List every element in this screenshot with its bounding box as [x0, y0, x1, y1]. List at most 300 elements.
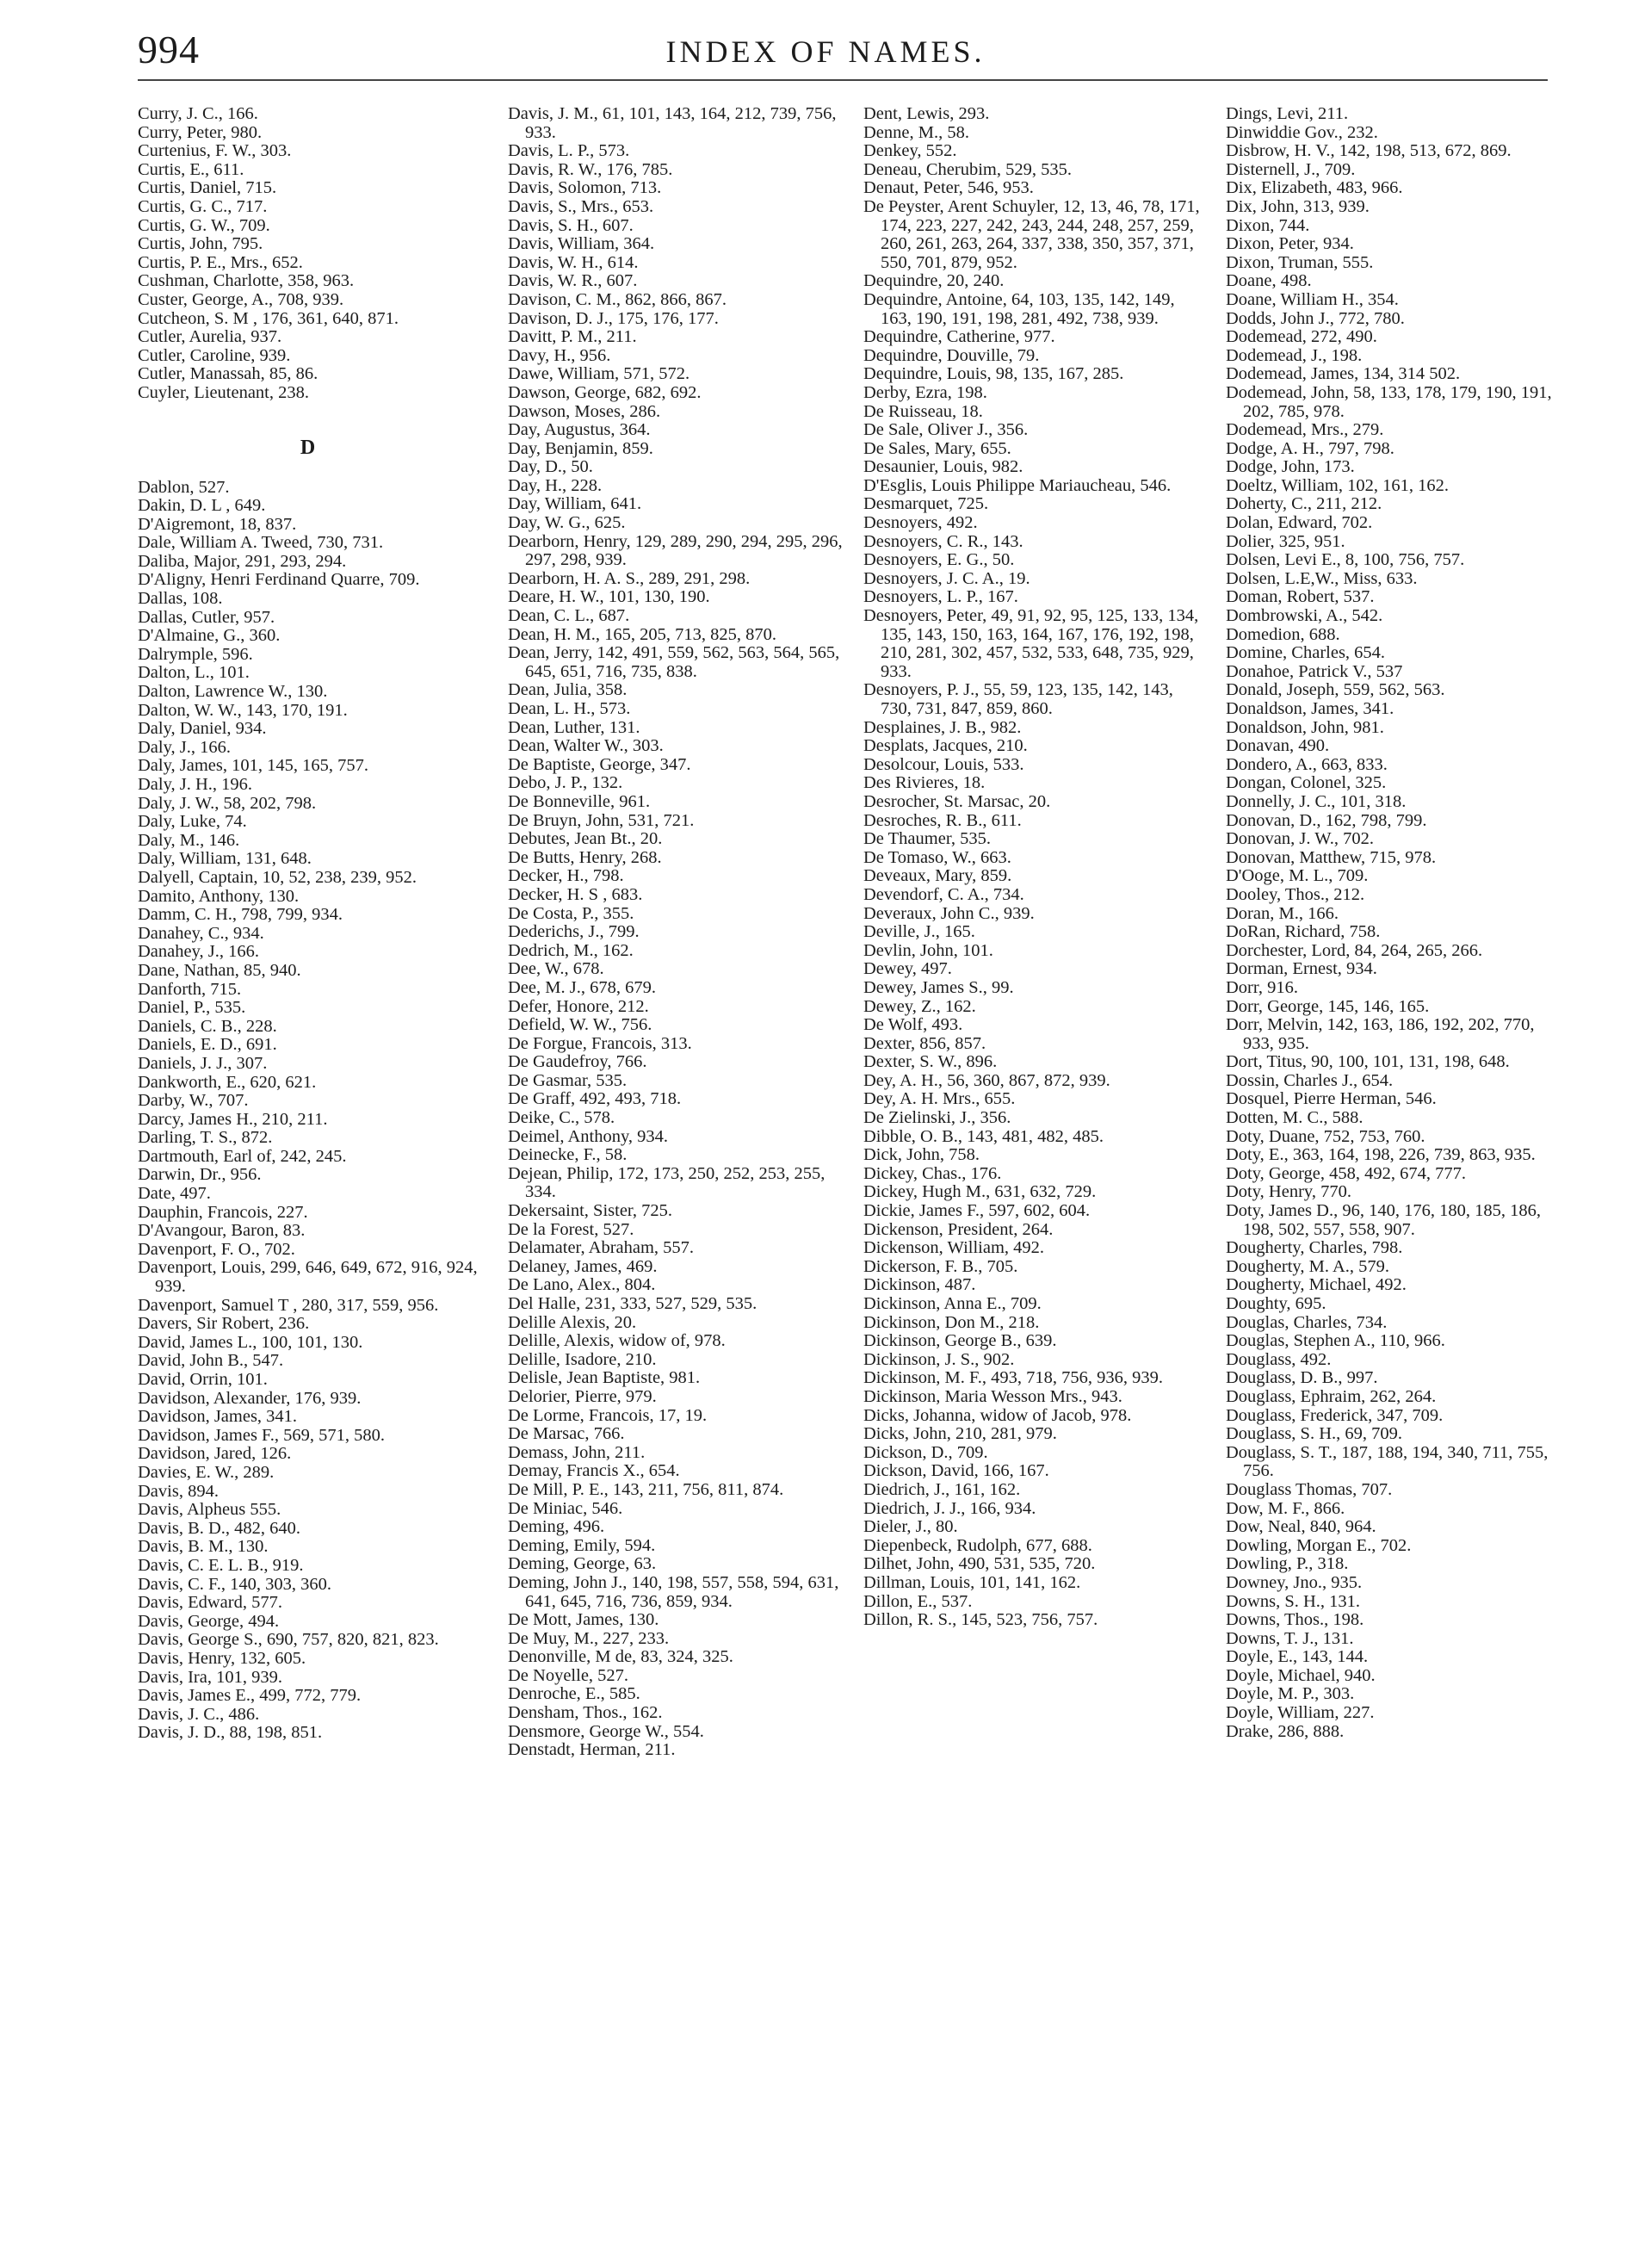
index-entry: Dequindre, Antoine, 64, 103, 135, 142, 149, 163, 190, 191, 198, 281, 492, 738, 939. [863, 289, 1175, 328]
index-entry: Dickson, David, 166, 167. [863, 1461, 1049, 1481]
index-entry: Davison, C. M., 862, 866, 867. [508, 289, 727, 309]
index-entry: Deinecke, F., 58. [508, 1145, 628, 1165]
index-entry: Davis, Solomon, 713. [508, 178, 662, 198]
index-entry: Donovan, D., 162, 798, 799. [1226, 810, 1427, 830]
index-entry: Doherty, C., 211, 212. [1226, 494, 1382, 514]
index-entry: De Tomaso, W., 663. [863, 847, 1011, 867]
index-entry: De Mott, James, 130. [508, 1610, 659, 1630]
index-entry: Dalton, L., 101. [138, 663, 250, 683]
index-entry: Daliba, Major, 291, 293, 294. [138, 551, 347, 571]
index-entry: Deimel, Anthony, 934. [508, 1126, 669, 1146]
index-entry: Davis, B. D., 482, 640. [138, 1518, 301, 1538]
index-entry: De Graff, 492, 493, 718. [508, 1089, 682, 1109]
index-entry: Desnoyers, J. C. A., 19. [863, 568, 1030, 588]
index-entry: Denkey, 552. [863, 141, 957, 161]
index-entry: Dossin, Charles J., 654. [1226, 1070, 1394, 1090]
index-entry: Cutler, Aurelia, 937. [138, 327, 282, 347]
index-entry: Dodemead, 272, 490. [1226, 327, 1377, 347]
index-entry: D'Almaine, G., 360. [138, 626, 281, 646]
index-entry: Daniels, J. J., 307. [138, 1053, 268, 1073]
index-entry: Daniel, P., 535. [138, 998, 246, 1018]
index-entry: Custer, George, A., 708, 939. [138, 289, 344, 309]
index-entry: Davitt, P. M., 211. [508, 327, 637, 347]
index-entry: Desplaines, J. B., 982. [863, 717, 1022, 737]
index-entry: Daly, M., 146. [138, 830, 240, 850]
index-entry: Dewey, Z., 162. [863, 996, 976, 1016]
index-entry: Davis, J. D., 88, 198, 851. [138, 1723, 323, 1743]
index-entry: Donaldson, James, 341. [1226, 699, 1394, 718]
index-entry: Doyle, William, 227. [1226, 1703, 1375, 1723]
index-entry: Daly, William, 131, 648. [138, 849, 312, 869]
entry-list [1226, 105, 1566, 1741]
index-entry: Dean, H. M., 165, 205, 713, 825, 870. [508, 624, 777, 644]
index-entry: Dow, Neal, 840, 964. [1226, 1517, 1376, 1537]
index-entry: Desaunier, Louis, 982. [863, 457, 1023, 477]
index-entry: Decker, H. S , 683. [508, 884, 643, 904]
index-entry: Derby, Ezra, 198. [863, 382, 987, 402]
index-entry: Dale, William A. Tweed, 730, 731. [138, 533, 384, 553]
index-entry: Douglass, Frederick, 347, 709. [1226, 1405, 1444, 1425]
index-entry: Dickson, D., 709. [863, 1442, 988, 1462]
index-entry: Doane, 498. [1226, 271, 1312, 291]
index-entry: Densham, Thos., 162. [508, 1703, 663, 1723]
index-entry: Desnoyers, Peter, 49, 91, 92, 95, 125, 133, 134, 135, 143, 150, 163, 164, 167, 176, 192, 198, 210, 281, 302, 457, 532, 533, 648, 735, 929, 933. [863, 606, 1199, 681]
index-entry: Doty, James D., 96, 140, 176, 180, 185, 186, 198, 502, 557, 558, 907. [1226, 1201, 1541, 1239]
index-entry: Daly, Daniel, 934. [138, 719, 267, 739]
index-entry: Dickinson, Maria Wesson Mrs., 943. [863, 1386, 1122, 1406]
index-entry: Cutcheon, S. M , 176, 361, 640, 871. [138, 308, 399, 328]
index-entry: De Thaumer, 535. [863, 829, 991, 849]
index-entry: Dixon, 744. [1226, 215, 1310, 235]
index-entry: Dolsen, Levi E., 8, 100, 756, 757. [1226, 550, 1465, 570]
index-entry: Dequindre, Catherine, 977. [863, 327, 1055, 347]
index-entry: Doty, E., 363, 164, 198, 226, 739, 863, 935. [1226, 1145, 1536, 1165]
index-entry: Danforth, 715. [138, 979, 242, 999]
index-entry: Dexter, S. W., 896. [863, 1052, 998, 1072]
index-entry: Douglass, S. H., 69, 709. [1226, 1424, 1403, 1444]
index-entry: Desnoyers, P. J., 55, 59, 123, 135, 142, 143, 730, 731, 847, 859, 860. [863, 680, 1173, 718]
index-entry: Debutes, Jean Bt., 20. [508, 829, 663, 849]
index-entry: Dowling, P., 318. [1226, 1554, 1349, 1574]
index-entry: Desrocher, St. Marsac, 20. [863, 791, 1051, 811]
index-entry: Dequindre, Douville, 79. [863, 345, 1040, 365]
index-entry: Davis, James E., 499, 772, 779. [138, 1686, 362, 1706]
index-entry: Dorr, Melvin, 142, 163, 186, 192, 202, 770, 933, 935. [1226, 1015, 1535, 1053]
index-entry: Damito, Anthony, 130. [138, 886, 300, 906]
index-columns [138, 104, 1552, 2249]
index-entry: Dean, Luther, 131. [508, 717, 640, 737]
index-entry: Downs, S. H., 131. [1226, 1591, 1361, 1611]
index-entry: Curry, J. C., 166. [138, 104, 258, 123]
index-entry: Cuyler, Lieutenant, 238. [138, 382, 310, 402]
index-entry: De Baptiste, George, 347. [508, 754, 691, 774]
index-entry: Donald, Joseph, 559, 562, 563. [1226, 680, 1445, 700]
index-entry: Dean, Julia, 358. [508, 680, 628, 700]
index-entry: Darcy, James H., 210, 211. [138, 1109, 328, 1129]
index-entry: Dougherty, Charles, 798. [1226, 1238, 1403, 1258]
index-entry: Doty, Henry, 770. [1226, 1182, 1351, 1202]
index-entry: Donovan, J. W., 702. [1226, 829, 1374, 849]
index-entry: Dalyell, Captain, 10, 52, 238, 239, 952. [138, 867, 417, 887]
entry-list-after-section [138, 479, 478, 1743]
index-entry: Dearborn, H. A. S., 289, 291, 298. [508, 568, 751, 588]
index-entry: Cushman, Charlotte, 358, 963. [138, 271, 355, 291]
index-entry: Defer, Honore, 212. [508, 996, 649, 1016]
index-entry: Davis, Edward, 577. [138, 1593, 282, 1613]
index-entry: Davis, C. E. L. B., 919. [138, 1555, 304, 1575]
index-entry: Denaut, Peter, 546, 953. [863, 178, 1034, 198]
index-entry: De Muy, M., 227, 233. [508, 1628, 670, 1648]
index-entry: Curry, Peter, 980. [138, 122, 263, 142]
index-entry: Dilhet, John, 490, 531, 535, 720. [863, 1554, 1096, 1574]
entry-list [863, 105, 1203, 1630]
index-entry: Deare, H. W., 101, 130, 190. [508, 587, 710, 607]
index-entry: Donahoe, Patrick V., 537 [1226, 661, 1403, 681]
index-entry: Dallas, Cutler, 957. [138, 607, 275, 627]
index-entry: Dodds, John J., 772, 780. [1226, 308, 1405, 328]
index-entry: Downs, T. J., 131. [1226, 1628, 1354, 1648]
index-entry: Desolcour, Louis, 533. [863, 754, 1024, 774]
index-entry: De Sales, Mary, 655. [863, 438, 1011, 458]
index-entry: Davis, Henry, 132, 605. [138, 1648, 306, 1668]
index-entry: Daly, James, 101, 145, 165, 757. [138, 756, 368, 776]
index-entry: Dablon, 527. [138, 477, 230, 497]
index-entry: Cutler, Caroline, 939. [138, 345, 291, 365]
index-entry: Desplats, Jacques, 210. [863, 736, 1028, 756]
index-entry: Davis, B. M., 130. [138, 1537, 269, 1557]
index-entry: Domine, Charles, 654. [1226, 643, 1386, 663]
index-entry: Dickerson, F. B., 705. [863, 1256, 1018, 1276]
index-entry: Dalton, W. W., 143, 170, 191. [138, 700, 348, 720]
index-entry: De Marsac, 766. [508, 1424, 625, 1444]
index-entry: Curtis, G. W., 709. [138, 215, 270, 235]
index-entry: Donaldson, John, 981. [1226, 717, 1384, 737]
index-entry: Demay, Francis X., 654. [508, 1461, 680, 1481]
index-entry: Dodemead, J., 198. [1226, 345, 1363, 365]
index-entry: De Gasmar, 535. [508, 1070, 628, 1090]
index-entry: Dickey, Hugh M., 631, 632, 729. [863, 1182, 1097, 1202]
index-entry: Davison, D. J., 175, 176, 177. [508, 308, 719, 328]
index-entry: Darwin, Dr., 956. [138, 1165, 262, 1185]
index-entry: Diepenbeck, Rudolph, 677, 688. [863, 1535, 1092, 1555]
index-entry: Delille, Isadore, 210. [508, 1349, 657, 1369]
index-entry: Date, 497. [138, 1184, 211, 1204]
index-entry: Davis, J. M., 61, 101, 143, 164, 212, 739, 756, 933. [508, 104, 837, 142]
index-entry: Dee, W., 678. [508, 959, 604, 979]
index-entry: Dickinson, Don M., 218. [863, 1312, 1040, 1332]
index-entry: Dillon, E., 537. [863, 1591, 973, 1611]
index-entry: Dean, C. L., 687. [508, 606, 630, 626]
index-entry: Davenport, F. O., 702. [138, 1239, 295, 1259]
index-entry: Dixon, Truman, 555. [1226, 252, 1374, 272]
index-column-2 [508, 105, 848, 1760]
index-entry: Dicks, Johanna, widow of Jacob, 978. [863, 1405, 1132, 1425]
index-entry: Danahey, J., 166. [138, 942, 259, 962]
index-entry: Dotten, M. C., 588. [1226, 1108, 1363, 1128]
index-entry: Doeltz, William, 102, 161, 162. [1226, 475, 1450, 495]
index-entry: Dodemead, John, 58, 133, 178, 179, 190, 191, 202, 785, 978. [1226, 382, 1552, 421]
index-entry: Dewey, James S., 99. [863, 977, 1014, 997]
index-entry: Dedrich, M., 162. [508, 940, 634, 960]
index-entry: De Bruyn, John, 531, 721. [508, 810, 695, 830]
index-entry: Day, D., 50. [508, 457, 593, 477]
index-entry: Delille Alexis, 20. [508, 1312, 637, 1332]
index-entry: De Mill, P. E., 143, 211, 756, 811, 874. [508, 1479, 784, 1499]
index-entry: Dickenson, William, 492. [863, 1238, 1045, 1258]
index-entry: Densmore, George W., 554. [508, 1721, 704, 1741]
index-column-4 [1226, 105, 1566, 1741]
index-entry: De Butts, Henry, 268. [508, 847, 662, 867]
index-entry: Douglass, 492. [1226, 1349, 1332, 1369]
index-entry: De Wolf, 493. [863, 1015, 963, 1035]
index-entry: Debo, J. P., 132. [508, 773, 623, 793]
index-entry: De la Forest, 527. [508, 1219, 634, 1239]
index-entry: Disbrow, H. V., 142, 198, 513, 672, 869. [1226, 141, 1512, 161]
index-entry: Delisle, Jean Baptiste, 981. [508, 1368, 701, 1388]
index-entry: Dougherty, Michael, 492. [1226, 1275, 1407, 1295]
index-entry: Day, William, 641. [508, 494, 642, 514]
index-entry: Dickenson, President, 264. [863, 1219, 1054, 1239]
index-entry: Devlin, John, 101. [863, 940, 993, 960]
index-entry: Downs, Thos., 198. [1226, 1610, 1364, 1630]
index-entry: Dodemead, Mrs., 279. [1226, 420, 1384, 440]
index-entry: Donnelly, J. C., 101, 318. [1226, 791, 1407, 811]
index-entry: Deming, 496. [508, 1517, 605, 1537]
index-entry: Devendorf, C. A., 734. [863, 884, 1024, 904]
index-entry: Dickinson, M. F., 493, 718, 756, 936, 939. [863, 1368, 1164, 1388]
index-entry: Davenport, Samuel T , 280, 317, 559, 956. [138, 1295, 439, 1315]
index-entry: Doyle, M. P., 303. [1226, 1684, 1355, 1704]
index-entry: Donavan, 490. [1226, 736, 1330, 756]
index-entry: De Peyster, Arent Schuyler, 12, 13, 46, 78, 171, 174, 223, 227, 242, 243, 244, 248, 257, 259, 260, 261, 263, 264, 337, 338, 350, 357, 371, 550, 701, 879, 952. [863, 196, 1200, 272]
index-entry: Drake, 286, 888. [1226, 1721, 1345, 1741]
index-entry: Dick, John, 758. [863, 1145, 980, 1165]
index-entry: Dongan, Colonel, 325. [1226, 773, 1387, 793]
index-entry: DoRan, Richard, 758. [1226, 922, 1381, 942]
index-entry: Daly, Luke, 74. [138, 812, 247, 832]
index-entry: Doran, M., 166. [1226, 903, 1339, 923]
index-entry: Davenport, Louis, 299, 646, 649, 672, 916, 924, 939. [138, 1258, 478, 1297]
index-column-3 [863, 105, 1203, 1630]
index-entry: Curtenius, F. W., 303. [138, 141, 292, 161]
index-entry: Doman, Robert, 537. [1226, 587, 1375, 607]
index-entry: Desnoyers, L. P., 167. [863, 587, 1018, 607]
index-entry: Desmarquet, 725. [863, 494, 989, 514]
index-entry: Dodge, John, 173. [1226, 457, 1355, 477]
index-entry: Douglass, S. T., 187, 188, 194, 340, 711, 755, 756. [1226, 1442, 1549, 1481]
index-entry: Dickey, Chas., 176. [863, 1163, 1002, 1183]
index-entry: Dieler, J., 80. [863, 1517, 958, 1537]
index-entry: Dequindre, 20, 240. [863, 271, 1005, 291]
index-entry: Doyle, Michael, 940. [1226, 1665, 1376, 1685]
page-title: INDEX OF NAMES. [665, 34, 986, 69]
index-entry: De Ruisseau, 18. [863, 401, 983, 421]
index-entry: Dexter, 856, 857. [863, 1033, 986, 1053]
index-entry: Demass, John, 211. [508, 1442, 646, 1462]
index-entry: Dawe, William, 571, 572. [508, 364, 690, 384]
index-entry: Deville, J., 165. [863, 922, 975, 942]
index-entry: Dawson, George, 682, 692. [508, 382, 702, 402]
index-entry: Davis, S., Mrs., 653. [508, 196, 654, 216]
index-entry: Delille, Alexis, widow of, 978. [508, 1331, 726, 1351]
index-entry: Dalton, Lawrence W., 130. [138, 682, 328, 702]
index-entry: Douglass, Ephraim, 262, 264. [1226, 1386, 1437, 1406]
index-entry: Dalrymple, 596. [138, 644, 253, 664]
index-entry: Dauphin, Francois, 227. [138, 1202, 308, 1222]
index-entry: Darling, T. S., 872. [138, 1128, 273, 1148]
index-entry: De Sale, Oliver J., 356. [863, 420, 1029, 440]
index-entry: Dow, M. F., 866. [1226, 1498, 1345, 1518]
index-entry: Dallas, 108. [138, 589, 223, 609]
page-number: 994 [138, 28, 200, 71]
index-entry: Dodge, A. H., 797, 798. [1226, 438, 1394, 458]
entry-list [508, 105, 848, 1760]
index-entry: Desnoyers, E. G., 50. [863, 550, 1015, 570]
index-entry: Doyle, E., 143, 144. [1226, 1647, 1369, 1667]
index-entry: Deike, C., 578. [508, 1108, 615, 1128]
index-entry: Donovan, Matthew, 715, 978. [1226, 847, 1437, 867]
index-entry: Denonville, M de, 83, 324, 325. [508, 1647, 733, 1667]
index-entry: Dewey, 497. [863, 959, 952, 979]
index-entry: Dickie, James F., 597, 602, 604. [863, 1201, 1091, 1221]
index-entry: Dickinson, George B., 639. [863, 1331, 1057, 1351]
index-entry: Curtis, G. C., 717. [138, 196, 268, 216]
index-entry: David, John B., 547. [138, 1351, 284, 1371]
index-entry: Davers, Sir Robert, 236. [138, 1314, 310, 1334]
index-entry: Davis, Ira, 101, 939. [138, 1667, 282, 1687]
index-entry: Domedion, 688. [1226, 624, 1340, 644]
index-entry: D'Avangour, Baron, 83. [138, 1221, 306, 1241]
index-entry: Daniels, E. D., 691. [138, 1035, 277, 1055]
index-entry: Dillman, Louis, 101, 141, 162. [863, 1572, 1081, 1592]
index-entry: Deming, George, 63. [508, 1554, 657, 1574]
index-entry: Davy, H., 956. [508, 345, 611, 365]
index-entry: Dorman, Ernest, 934. [1226, 959, 1377, 979]
index-entry: Curtis, Daniel, 715. [138, 178, 277, 198]
index-entry: Douglas, Charles, 734. [1226, 1312, 1388, 1332]
index-entry: Dolsen, L.E,W., Miss, 633. [1226, 568, 1418, 588]
index-entry: Desnoyers, 492. [863, 513, 978, 533]
index-entry: De Miniac, 546. [508, 1498, 623, 1518]
index-entry: Daly, J. W., 58, 202, 798. [138, 793, 317, 813]
index-entry: Defield, W. W., 756. [508, 1015, 652, 1035]
index-entry: Davis, C. F., 140, 303, 360. [138, 1574, 332, 1594]
index-entry: D'Ooge, M. L., 709. [1226, 866, 1369, 886]
header-rule [138, 79, 1548, 81]
index-entry: Denstadt, Herman, 211. [508, 1740, 676, 1760]
index-entry: Dougherty, M. A., 579. [1226, 1256, 1389, 1276]
index-entry: Downey, Jno., 935. [1226, 1572, 1363, 1592]
index-entry: Desroches, R. B., 611. [863, 810, 1022, 830]
index-entry: D'Esglis, Louis Philippe Mariaucheau, 546. [863, 475, 1172, 495]
index-entry: Daly, J., 166. [138, 737, 231, 757]
index-entry: Deveaux, Mary, 859. [863, 866, 1012, 886]
index-entry: Danahey, C., 934. [138, 923, 264, 943]
index-entry: Denroche, E., 585. [508, 1684, 640, 1704]
index-entry: Dey, A. H. Mrs., 655. [863, 1089, 1016, 1109]
index-entry: Dorchester, Lord, 84, 264, 265, 266. [1226, 940, 1483, 960]
index-entry: Davis, L. P., 573. [508, 141, 630, 161]
index-entry: Davis, Alpheus 555. [138, 1500, 281, 1520]
index-entry: Dort, Titus, 90, 100, 101, 131, 198, 648. [1226, 1052, 1510, 1072]
index-entry: Dee, M. J., 678, 679. [508, 977, 656, 997]
index-entry: Daniels, C. B., 228. [138, 1016, 277, 1036]
index-entry: Davis, J. C., 486. [138, 1704, 260, 1724]
index-entry: Del Halle, 231, 333, 527, 529, 535. [508, 1294, 757, 1313]
index-entry: Douglass, D. B., 997. [1226, 1368, 1378, 1388]
index-entry: D'Aligny, Henri Ferdinand Quarre, 709. [138, 570, 420, 590]
index-entry: Dederichs, J., 799. [508, 922, 640, 942]
index-entry: Dings, Levi, 211. [1226, 104, 1349, 123]
index-entry: Dombrowski, A., 542. [1226, 606, 1383, 626]
index-entry: Davidson, James, 341. [138, 1407, 298, 1427]
section-letter-heading: D [300, 436, 316, 459]
index-entry: Dean, Walter W., 303. [508, 736, 664, 756]
index-entry: Douglas, Stephen A., 110, 966. [1226, 1331, 1445, 1351]
index-entry: Doane, William H., 354. [1226, 289, 1399, 309]
index-entry: De Zielinski, J., 356. [863, 1108, 1011, 1128]
index-entry: Dean, L. H., 573. [508, 699, 631, 718]
index-entry: David, James L., 100, 101, 130. [138, 1332, 363, 1352]
index-entry: Davis, W. H., 614. [508, 252, 639, 272]
index-entry: Dejean, Philip, 172, 173, 250, 252, 253, 255, 334. [508, 1163, 826, 1202]
index-entry: Dorr, 916. [1226, 977, 1299, 997]
index-entry: Davidson, James F., 569, 571, 580. [138, 1425, 386, 1445]
entry-list-before-section [138, 105, 478, 403]
index-entry: Davies, E. W., 289. [138, 1462, 275, 1482]
index-entry: De Costa, P., 355. [508, 903, 634, 923]
index-entry: Dosquel, Pierre Herman, 546. [1226, 1089, 1437, 1109]
index-entry: Curtis, E., 611. [138, 159, 244, 179]
index-entry: Dowling, Morgan E., 702. [1226, 1535, 1412, 1555]
index-entry: Dickinson, J. S., 902. [863, 1349, 1015, 1369]
index-entry: David, Orrin, 101. [138, 1370, 268, 1389]
index-entry: Davis, 894. [138, 1481, 219, 1501]
index-entry: Davis, George S., 690, 757, 820, 821, 823. [138, 1630, 439, 1650]
index-entry: Dondero, A., 663, 833. [1226, 754, 1388, 774]
index-entry: Dillon, R. S., 145, 523, 756, 757. [863, 1610, 1098, 1630]
index-entry: Dickinson, Anna E., 709. [863, 1294, 1042, 1313]
index-entry: De Lano, Alex., 804. [508, 1275, 656, 1295]
index-entry: Dicks, John, 210, 281, 979. [863, 1424, 1057, 1444]
index-entry: Delorier, Pierre, 979. [508, 1386, 657, 1406]
index-entry: Day, Augustus, 364. [508, 420, 651, 440]
index-entry: De Forgue, Francois, 313. [508, 1033, 692, 1053]
index-entry: Daly, J. H., 196. [138, 775, 253, 794]
index-entry: Davis, George, 494. [138, 1611, 280, 1631]
index-entry: Dean, Jerry, 142, 491, 559, 562, 563, 564, 565, 645, 651, 716, 735, 838. [508, 643, 840, 681]
index-entry: Dey, A. H., 56, 360, 867, 872, 939. [863, 1070, 1110, 1090]
index-entry: Dekersaint, Sister, 725. [508, 1201, 673, 1221]
index-entry: Dent, Lewis, 293. [863, 104, 990, 123]
index-entry: Deming, Emily, 594. [508, 1535, 656, 1555]
index-entry: Desnoyers, C. R., 143. [863, 531, 1023, 551]
index-entry: Dankworth, E., 620, 621. [138, 1072, 317, 1092]
index-entry: Day, Benjamin, 859. [508, 438, 653, 458]
index-entry: Dooley, Thos., 212. [1226, 884, 1365, 904]
index-entry: Curtis, P. E., Mrs., 652. [138, 252, 303, 272]
index-entry: Dinwiddie Gov., 232. [1226, 122, 1378, 142]
index-entry: Dakin, D. L , 649. [138, 496, 266, 516]
index-entry: Dodemead, James, 134, 314 502. [1226, 364, 1461, 384]
index-entry: Davis, S. H., 607. [508, 215, 634, 235]
index-entry: De Bonneville, 961. [508, 791, 651, 811]
index-entry: Des Rivieres, 18. [863, 773, 986, 793]
index-entry: Curtis, John, 795. [138, 234, 263, 254]
index-entry: Doty, George, 458, 492, 674, 777. [1226, 1163, 1467, 1183]
index-entry: Dixon, Peter, 934. [1226, 234, 1354, 254]
index-entry: Damm, C. H., 798, 799, 934. [138, 905, 343, 925]
